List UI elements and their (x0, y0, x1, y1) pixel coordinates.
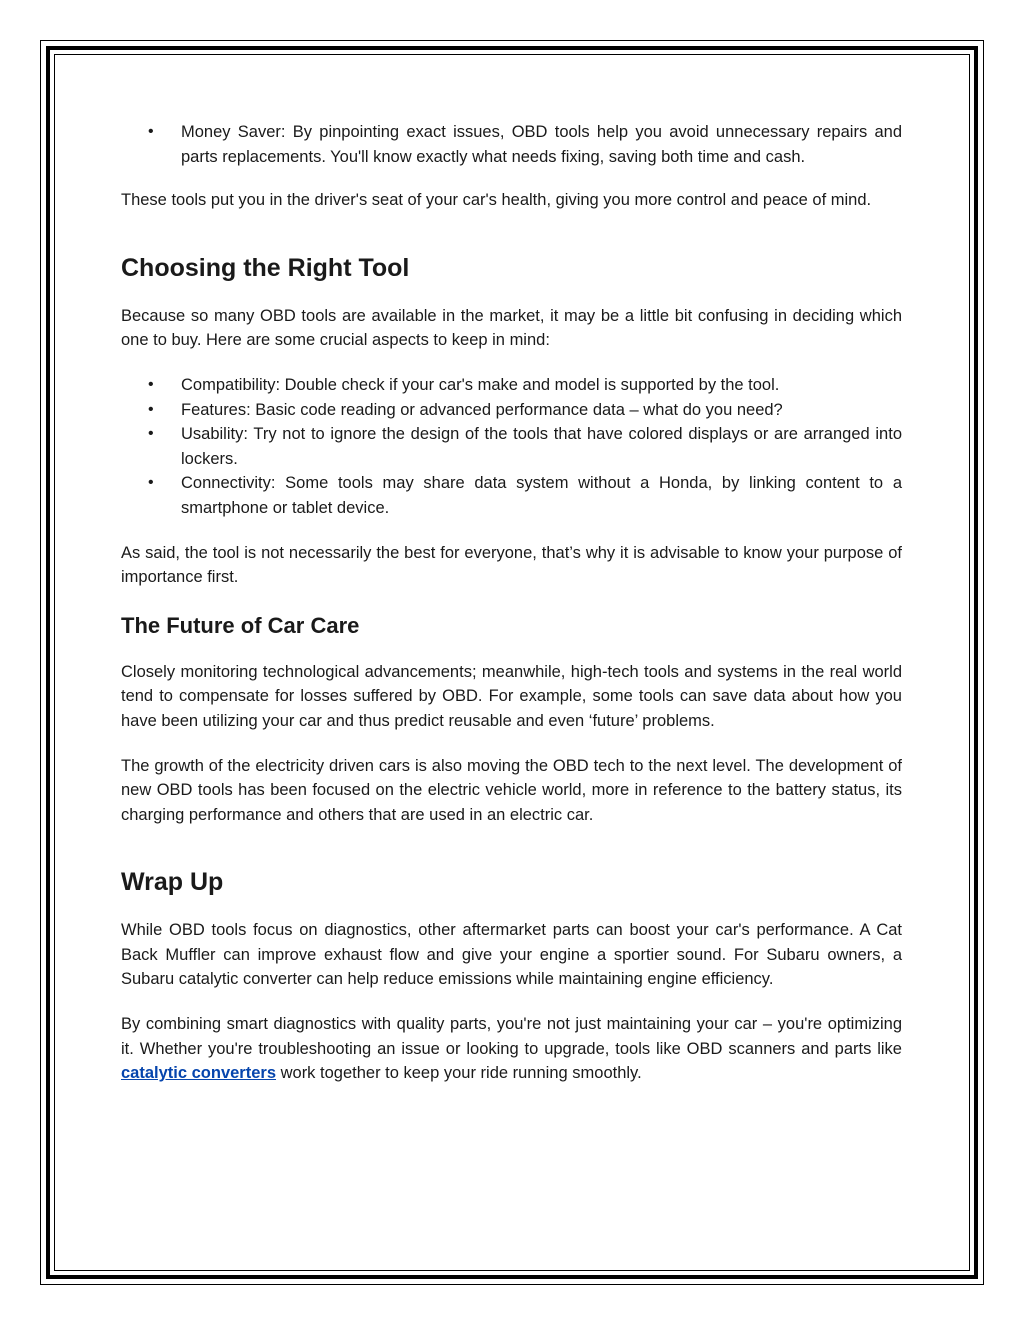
top-bullet-list (121, 120, 902, 169)
future-paragraph-1: Closely monitoring technological advancements; meanwhile, high-tech tools and systems in the real world tend to compensate for losses suffered by OBD. For example, some tools can save data about how you have been utilizing your car and thus predict reusable and even ‘future’ problems. (121, 662, 902, 730)
catalytic-converters-link[interactable]: catalytic converters (121, 1064, 277, 1083)
wrap-paragraph-1: While OBD tools focus on diagnostics, other aftermarket parts can boost your car's performance. A Cat Back Muffler can improve exhaust flow and give your engine a sportier sound. For Subaru owners, a Subaru catalytic converter can help reduce emissions while maintaining engine efficiency. (121, 921, 902, 989)
heading-future-of-car-care: The Future of Car Care (121, 612, 360, 638)
document-body (121, 120, 902, 1086)
choosing-bullet-list (121, 373, 902, 521)
wrap-paragraph-2-before: By combining smart diagnostics with quality parts, you're not just maintaining your car – you're optimizing it. Whether you're troubleshooting an issue or looking to upgrade, tools like OBD scanners and parts like (121, 1015, 902, 1058)
wrap-paragraph-2-after: work together to keep your ride running smoothly. (276, 1064, 642, 1083)
wrap-paragraph-2 (121, 1012, 902, 1086)
list-item: • Usability: Try not to ignore the design of the tools that have colored displays or are arranged into lockers. (121, 422, 902, 471)
future-paragraph-2: The growth of the electricity driven cars is also moving the OBD tech to the next level. The development of new OBD tools has been focused on the electric vehicle world, more in reference to the battery status, its charging performance and others that are used in an electric car. (121, 756, 902, 824)
heading-choosing-right-tool: Choosing the Right Tool (121, 253, 410, 282)
heading-wrap-up: Wrap Up (121, 868, 224, 897)
list-item: • Money Saver: By pinpointing exact issues, OBD tools help you avoid unnecessary repairs and parts replacements. You'll know exactly what needs fixing, saving both time and cash. (121, 120, 902, 169)
list-item: • Features: Basic code reading or advanced performance data – what do you need? (121, 398, 902, 423)
intro-paragraph: These tools put you in the driver's seat of your car's health, giving you more control and peace of mind. (121, 191, 872, 210)
choosing-closing-paragraph: As said, the tool is not necessarily the best for everyone, that’s why it is advisable to know your purpose of importance first. (121, 543, 902, 587)
list-item: • Connectivity: Some tools may share data system without a Honda, by linking content to a smartphone or tablet device. (121, 471, 902, 520)
choosing-paragraph: Because so many OBD tools are available in the market, it may be a little bit confusing in deciding which one to buy. Here are some crucial aspects to keep in mind: (121, 306, 902, 350)
list-item: • Compatibility: Double check if your car's make and model is supported by the tool. (121, 373, 902, 398)
